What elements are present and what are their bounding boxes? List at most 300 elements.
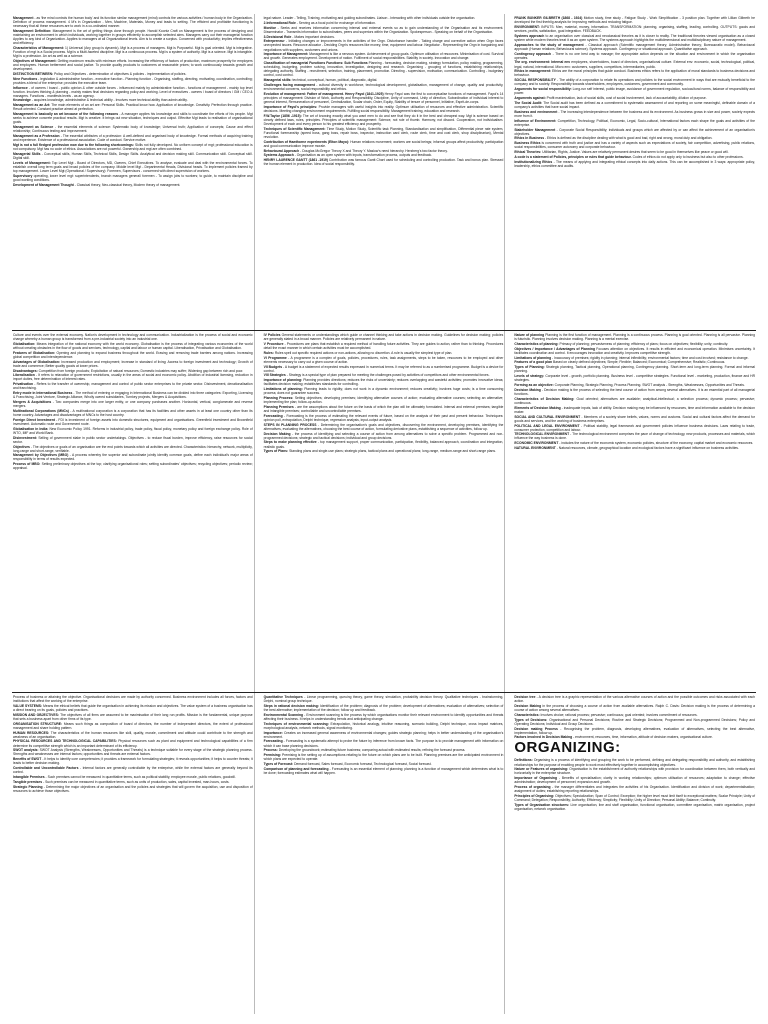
note-text: Contribution was famous Gantt Chart used for scheduling and controlling production. Task and bonus plan. Stressed the human element in production. Idea of social responsibility.	[263, 158, 504, 167]
note-heading: SOCIAL RESPONSIBILITY	[514, 78, 556, 83]
note-heading: Stakeholder Management	[514, 127, 556, 132]
note-text: - Decision making is the process of selecting the best course of action from among several alternatives. It is an essential part of all managerial functions.	[514, 387, 755, 396]
note-heading: Importance:	[263, 730, 283, 735]
note-paragraph	[264, 753, 504, 761]
note-paragraph	[13, 748, 253, 756]
note-heading: Management Definition:	[13, 28, 52, 33]
note-text: - Determining the organisation's goals and objectives, discovering the environment, developing premises, identifying the alternatives, evaluating the alternatives, choosing the best course of action, formulating derivative plans, establishing a sequence of activities, follow up.	[263, 422, 504, 431]
note-heading: Arguments against:	[514, 96, 546, 101]
note-paragraph	[13, 400, 253, 408]
note-heading: HUMAN RESOURCES:	[13, 730, 50, 735]
note-heading: Management by Objectives (MBO)	[13, 453, 69, 458]
note-paragraph	[13, 369, 253, 373]
sheet-row-1	[12, 14, 756, 330]
note-paragraph	[514, 727, 755, 735]
note-heading: STEPS IN PLANNING PROCESS	[263, 422, 317, 427]
note-paragraph	[13, 59, 253, 71]
note-text: - Initiating changes or improvements in the activities of the Orgn. Disturbance handler - Taking charge and corrective action when Orgn faces unexpected issues. Resource allocator - Deciding Orgn's resources like money, time, equipment and labour. Negotiator - Representing the Orgn in bargaining and negotiations with suppliers, customers and unions.	[263, 39, 504, 52]
note-paragraph	[13, 46, 253, 58]
note-heading: Limitations of planning	[514, 355, 552, 360]
note-text: - Natural resources, climate, geographical location and ecological factors have a significant influence on business activities.	[556, 446, 739, 451]
note-text: - of owners / board - public opinion & other outside forces - influenced mainly by administrative function - functions of management - mainly top level function. Involves thinking & planning - mainly makes final decisions regarding policy and working. Level of executives - owners / board of directors / GM / CEO & managers. Functions - manifests levels - as an agency.	[13, 85, 253, 98]
note-heading: Limitations of planning:	[263, 387, 303, 392]
note-paragraph	[264, 105, 504, 113]
note-text: Planning is the first function of management. Planning is a continuous process. Planning is goal oriented. Planning is all pervasive. Planning is futuristic. Planning involves decision making. Planning is a mental exercise.	[514, 333, 755, 342]
note-paragraph	[514, 794, 755, 802]
note-text: - FDI is investment of foreign assets into domestic structures, equipment and organisations. Greenfield investment and Brownfield investment. Automatic route and Government route.	[13, 417, 253, 426]
note-heading: Liberalisation	[13, 373, 35, 378]
sheet-row-2	[12, 330, 756, 692]
note-heading: Entry mode in International Business	[13, 391, 73, 396]
note-heading: Types of Planning:	[514, 365, 545, 370]
note-text: - Classical approach (Scientific management theory; Administrative theory; Bureaucratic model). Behavioural approach (Human relations; Behavioural science). Systems approach. Contingency or situational approach. Quantitative approach.	[514, 42, 756, 51]
note-paragraph	[514, 704, 755, 712]
note-text: - Strategy is a special type of plan prepared for meeting the challenges posed by activities of competitors and other environmental forces.	[286, 373, 490, 378]
note-heading: Advantages of Globalisation:	[13, 359, 60, 364]
note-text: - Members of a society share beliefs, values, norms and customs. Social and cultural factors affect the demand for goods and services, and the working of business enterprises.	[514, 414, 755, 423]
note-text: - the essential elements of science: Systematic body of knowledge; Universal truth; Application of concepts; Cause and effect relationship; Continuous testing and improvement.	[13, 125, 253, 134]
note-paragraph	[514, 141, 755, 149]
note-paragraph	[514, 34, 755, 42]
column	[513, 331, 756, 692]
note-text: Time Study, Motion Study, Scientific task Planning, Standardisation and simplification, Differential piece rate system, Functional foremanship (speed boss, gang boss, repair boss, inspector, instruction card clerk, route clerk, time and cost clerk, shop disciplinarian), Mental revolution.	[263, 126, 504, 139]
note-text: Rules spell out specific required actions or non-actions, allowing no discretion. A rule is usually the simplest type of plan.	[274, 350, 453, 355]
note-heading: FRANK BUNKER GILBRETH (1868 - 1924)	[514, 16, 583, 20]
note-paragraph	[264, 78, 504, 82]
note-text: - It helps to identify core competencies; it provides a framework for formulating strategies; it reveals opportunities; it helps to counter threats; it leads to better decision making.	[13, 757, 253, 766]
note-heading: Factors involved in Decision Making	[514, 735, 573, 740]
note-text: - Douglas McGregor Theory X and Theory Y. Maslow's need hierarchy. Herzberg's two factor theory.	[300, 148, 448, 153]
note-heading: Decision Making	[263, 431, 291, 436]
note-paragraph	[514, 342, 755, 346]
note-text: Premising is the setting up of assumptions relating to the future on which plans are to be built. Planning premises are the anticipated environment in which plans are expected to operate.	[263, 753, 504, 762]
note-text: - Corporate Social Responsibility; individuals and groups which are affected by or can affect the achievement of an organisation's objectives.	[514, 127, 755, 136]
note-text: - A multinational corporation is a corporation that has its facilities and other assets in at least one country other than its home country. Advantages and disadvantages of MNCs to the host country.	[13, 408, 253, 418]
note-heading: Planning Process:	[263, 396, 294, 401]
note-paragraph	[264, 695, 504, 703]
note-heading: Influence	[13, 85, 28, 90]
note-heading: Privatisation	[13, 382, 34, 387]
note-text: Physical resources such as plant and equipment and technological capabilities of a firm determine its competitive strength which is an important determinant of its efficiency.	[13, 739, 253, 748]
note-text: - Makes important decisions.	[292, 34, 335, 39]
note-text: Planning - forecasting, decision making, strategy formulation, policy making, programming, scheduling, budgeting, problem solving, innovation, investigation, designing and research. Organising - grouping of functions, establishing relationships, delegating authority. Staffing - recruitment, selection, training, placement, promotion. Directing - supervision, motivation, communication. Controlling - budgetary control, cost control.	[263, 61, 504, 78]
note-text: - cultural diversity in workforce, technological development, globalisation, management of change, quality and productivity, environmental concerns, social responsibility and ethics.	[263, 83, 504, 92]
note-text: - includes the nature of the economic system, economic policies, structure of the economy, capital market and economic resources.	[559, 441, 754, 446]
note-paragraph	[264, 739, 504, 747]
note-paragraph	[264, 61, 504, 77]
note-text: - Such premises can be measured in quantitative terms, such as units of production, sales, capital invested, man-hours, costs.	[43, 779, 230, 784]
note-heading: The Social Audit:	[514, 100, 543, 105]
note-paragraph	[514, 767, 755, 775]
column	[12, 331, 255, 692]
note-paragraph	[264, 767, 504, 775]
note-text: Organisation is the establishment of authority relationships with provision for coordination between them, both vertically and horizontally in the enterprise structure.	[514, 767, 756, 776]
note-heading: Characteristics of Management:	[13, 45, 64, 50]
note-paragraph	[13, 152, 253, 160]
note-heading: Types of Forecast:	[263, 762, 294, 767]
note-paragraph	[13, 704, 253, 712]
note-paragraph	[514, 406, 755, 414]
note-text: - A process whereby the superior and subordinate jointly identify common goals, define each individual's major areas of responsibility in terms of results expected.	[13, 453, 253, 462]
note-text: - A decision tree is a graphic representation of the various alternative courses of action and the possible outcomes and risks associated with each action.	[514, 695, 755, 704]
note-text: - are the assumptions about the future on the basis of which the plan will be ultimately formulated. Internal and external premises; tangible and intangible premises; controllable and uncontrollable premises.	[263, 404, 504, 413]
note-heading: DISTINCTION BETWEEN:	[13, 71, 54, 76]
note-paragraph	[514, 155, 755, 159]
note-paragraph	[264, 333, 504, 341]
note-paragraph	[13, 72, 253, 76]
note-text: - Determining the major objectives of an organisation and the policies and strategies that will govern the acquisition, use and disposition of resources to achieve those objectives.	[13, 784, 253, 793]
note-heading: Types of Organisation structures:	[514, 802, 570, 807]
note-heading: ORGANISATION STRUCTURE:	[13, 721, 63, 726]
note-heading: Challenges facing management	[263, 83, 315, 88]
note-text: Strategic planning, Tactical planning, Operational planning, Contingency planning. Short-term and long-term planning. Formal and informal planning.	[514, 365, 755, 374]
note-text: Extrapolation, historical analogy, intuitive reasoning, scenario building, Delphi technique, cross impact matrices, morphological analysis, network methods, signal monitoring.	[263, 721, 504, 730]
note-text: - The increasing interdependence between the business and its environment. As business grows in size and power, society expects more from it.	[514, 109, 755, 118]
note-paragraph	[514, 388, 755, 396]
note-paragraph	[13, 134, 253, 142]
note-heading: ENVIRONMENT:	[514, 24, 540, 29]
note-text: - the manager differentiates and integrates the activities of his Organisation. Identification and division of work; departmentalisation; assignment of duties; establishing reporting relationships.	[514, 785, 755, 794]
note-text: Increased production and employment; Increase in standard of living; Access to foreign investment and technology; Growth of trade and commerce; Better quality goods at lower prices.	[13, 359, 253, 368]
note-heading: Management as a Profession	[13, 134, 60, 139]
note-paragraph	[264, 35, 504, 39]
note-heading: Management as an Art:	[13, 103, 51, 108]
note-paragraph	[514, 718, 755, 726]
note-text: Setting preliminary objectives at the top; clarifying organisational roles; setting subordinates' objectives; recycling objectives; periodic review; appraisal.	[13, 462, 253, 471]
note-paragraph	[514, 25, 755, 33]
note-heading: Evolution of management: Father of management. Henry Fayol (1841-1925)	[263, 91, 384, 96]
note-text: - A budget is a statement of expected results expressed in numerical terms. It may be referred to as a numberised programme. Budget is a device for control.	[263, 364, 504, 373]
note-text: - Refers to the transfer of ownership, management and control of public sector enterprises to the private sector. Disinvestment, denationalisation and franchising.	[13, 382, 253, 391]
column	[513, 14, 756, 330]
note-text: Competition, Technology, Political, Economic, Legal, Socio-cultural, International factors each shape the goals and activities of the enterprise.	[514, 118, 755, 127]
note-text: Long-run self interest, public image, avoidance of government regulation, sociocultural norms, balance of responsibility and power.	[514, 87, 756, 96]
note-paragraph	[13, 766, 253, 774]
note-heading: VALUE SYSTEMS:	[13, 703, 43, 708]
note-paragraph	[514, 101, 755, 109]
note-text: Means such things as composition of board of directors, the number of independent directors, the extent of professional management and share holding pattern.	[13, 721, 253, 730]
note-paragraph	[13, 695, 253, 703]
note-text: technical, conceptual, human, political, diagnostic, digital.	[292, 78, 378, 83]
note-paragraph	[13, 391, 253, 399]
note-heading: Institutionalizing Ethics	[514, 159, 553, 164]
note-paragraph	[264, 351, 504, 355]
note-text: The Social audit has been defined as a commitment to systematic assessment of and reporting on some meaningful, definable domain of a company's activities that have social impact.	[514, 100, 755, 109]
note-text: Setting objectives; developing premises; identifying alternative courses of action; evaluating alternative courses; selecting an alternative; implementing the plan; follow-up action.	[263, 396, 504, 405]
note-heading: Elements of Decision Making	[514, 405, 561, 410]
note-paragraph	[13, 360, 253, 368]
note-paragraph	[264, 153, 504, 157]
note-text: Corporate Planning, Strategic Planning, Process Planning. SWOT analysis - Strengths, Weaknesses, Opportunities and Threats.	[554, 383, 745, 388]
note-text: - Inaccuracy of premises; rigidity in planning; internal inflexibility; environmental factors; time and cost involved; resistance to change.	[552, 355, 749, 360]
note-paragraph	[514, 374, 755, 382]
note-heading: Steps in rational decision making:	[263, 703, 319, 708]
note-paragraph	[13, 445, 253, 453]
note-paragraph	[264, 396, 504, 404]
note-heading: Globalisation in India:	[13, 426, 49, 431]
note-heading: VI Programme	[263, 355, 287, 360]
note-paragraph	[264, 92, 504, 104]
note-paragraph	[13, 453, 253, 461]
note-paragraph	[264, 405, 504, 413]
note-text: - Serving as a focal point for exchange of information.	[296, 20, 376, 25]
column	[12, 693, 255, 1014]
note-paragraph	[514, 43, 755, 51]
note-heading: ECONOMIC ENVIRONMENT	[514, 441, 559, 446]
note-heading: Quantitative Techniques	[263, 695, 303, 699]
note-heading: Influence of Environment:	[514, 118, 557, 123]
note-heading: 2.Informational Role	[263, 20, 296, 25]
note-heading: Development of Management Thought	[13, 182, 74, 187]
note-paragraph	[514, 96, 755, 100]
note-paragraph	[514, 415, 755, 423]
note-text: Competition from foreign products; Exploitation of natural resources; Domestic industries may suffer; Widening gap between rich and poor.	[38, 368, 244, 373]
note-text: The characteristics of the human resources like skill, quality, morale, commitment and attitude could contribute to the strength and weakness of an organisation.	[13, 730, 253, 739]
note-heading: Business and environment	[514, 109, 558, 114]
note-text: - acquires knowledge, administrative & technical ability - Involves more technical ability than admin ability.	[31, 98, 188, 103]
note-paragraph	[13, 103, 253, 111]
note-heading: Mgt is not a full fledged profession now due to the following shortcomings:	[13, 142, 134, 147]
note-paragraph	[13, 373, 253, 381]
note-heading: Classification of managerial Functions Functions: Sub Functions	[263, 61, 368, 66]
note-text: Means integration of the national economy with the world economy. Globalisation is the process of integrating various economies of the world without creating obstacles in the flow of goods and services, technology, capital and labour or human capital. Liberalisation, Privatisation and Globalisation.	[13, 341, 253, 350]
note-heading: Managerial skills:	[263, 78, 292, 83]
note-paragraph	[264, 387, 504, 395]
note-text: Policy and Objectives - determination of objectives & policies - implementation of policies.	[54, 71, 187, 76]
note-text: Involves choice; rational process; pervasive; continuous; goal oriented; involves commitment of resources.	[540, 712, 698, 717]
note-text: - A manager applies his knowledge and skills to coordinate the efforts of his people. Mgt seeks to achieve concrete practical results. Mgt is creative. It brings out new situation, techniques and output. Effective Mgt leads to realisation of organisational goals.	[13, 112, 253, 125]
note-text: - Forecasting is an essential element of planning; planning is a function of management which determines what is to be done; forecasting estimates what will happen.	[263, 766, 504, 775]
note-text: Organising is a process of identifying and grouping the work to be performed, defining and delegating responsibility and authority, and establishing relationships for the purpose of enabling people to work most effectively together in accomplishing objectives.	[514, 758, 755, 767]
note-heading: VII Budgets	[263, 364, 283, 369]
note-heading: Levels of Management:	[13, 160, 51, 165]
note-heading: Ethical Theories:	[514, 150, 542, 155]
note-heading: Characteristics of planning:	[514, 341, 559, 346]
note-paragraph	[264, 39, 504, 51]
note-heading: SWOT analysis:	[13, 748, 39, 753]
note-heading: Forecasting	[263, 739, 283, 744]
note-paragraph	[514, 87, 755, 95]
note-heading: Decision tree	[514, 695, 536, 699]
note-text: - the process of identifying and selecting a course of action from among alternatives to solve a specific problem. Programmed and non-programmed decisions; strategic and tactical decisions; individual and group decisions.	[263, 431, 504, 440]
note-text: The main elements of an art are: Personal Skills. Practical know how. Application of knowledge. Creativity. Perfection through practice. Result oriented. Constant practice aimed at perfection.	[13, 103, 253, 112]
note-text: Identification of the problem; diagnosis of the problem; development of alternatives; evaluation of alternatives; selection of the best alternative; implementation of the decision; follow up and feedback.	[263, 703, 504, 712]
note-paragraph	[13, 418, 253, 426]
column	[12, 14, 255, 330]
note-heading: Nature or Features of organising:	[514, 767, 569, 772]
note-paragraph	[264, 432, 504, 440]
note-heading: SOCIAL AND CULTURAL ENVIRONMENT	[514, 414, 581, 419]
note-heading: Steps to make planning effective	[263, 440, 317, 445]
note-paragraph	[514, 446, 755, 450]
note-heading: Intangible Premises	[13, 775, 45, 780]
note-text: - Forecasting is a systematic attempt to probe the future by inference from known facts. The purpose is to provide management with information on which it can base planning decisions.	[263, 739, 504, 748]
note-heading: Mergers & Acquisitions	[13, 400, 52, 405]
note-paragraph	[13, 351, 253, 359]
note-paragraph	[514, 119, 755, 127]
note-text: - Two companies merge into one larger entity, or one company purchases another. Horizontal, vertical, conglomerate and reverse mergers.	[13, 400, 253, 409]
note-paragraph	[13, 16, 253, 28]
note-heading: Managerial Skills	[13, 151, 41, 156]
note-heading: Types of Decisions:	[514, 717, 548, 722]
note-text: Provide managers with useful insights into reality. Optimum utilisation of resources and effective administration. Scientific decisions. Meeting changing environment requirements. Fulfilling social responsibility. Management training, education and research.	[263, 104, 504, 113]
note-paragraph	[13, 731, 253, 739]
note-heading: Behavioural Approach	[263, 148, 300, 153]
note-text: employees, shareholders, board of directors, organisational culture. External env: economic, social, technological, political, legal, natural, international. Micro env: customers, suppliers, competitors, intermediaries, public.	[514, 60, 755, 69]
note-heading: Decision Making	[514, 387, 541, 392]
note-paragraph	[514, 713, 755, 717]
note-paragraph	[264, 378, 504, 386]
note-heading: Management as Science	[13, 125, 54, 130]
note-text: - The essential attributes of a profession: A well-defined and organised body of knowledge. Formal methods of acquiring training and experience. Existence of a professional association. Code of conduct. Service motive.	[13, 134, 253, 143]
note-text: Line organisation, line and staff organisation, functional organisation, committee organisation, matrix organisation, project organisation, network organisation.	[514, 802, 756, 811]
note-text: - It refers to relaxation of government restrictions, usually in the areas of social and economic policy. Abolition of industrial licensing, reduction in import duties, free determination of interest rates.	[13, 373, 253, 382]
note-text: Organisational and Personal Decisions; Routine and Strategic Decisions; Programmed and Non-programmed Decisions; Policy and Operating Decisions; Individual and Group Decisions.	[514, 717, 756, 726]
note-paragraph	[514, 776, 755, 784]
note-heading: V Procedure	[263, 341, 284, 346]
note-paragraph	[13, 112, 253, 124]
note-heading: Ethics in management:	[514, 69, 552, 74]
note-text: General statements or understandings which guide or channel thinking and take actions in decision making. Guidelines for decision making; policies are generally stated in a broad manner. Policies are relatively permanent in nature.	[263, 333, 504, 342]
note-paragraph	[514, 360, 755, 364]
note-heading: Importance of Organising	[514, 776, 557, 781]
note-paragraph	[264, 149, 504, 153]
note-heading: Disadvantages:	[13, 368, 38, 373]
note-paragraph	[264, 423, 504, 431]
note-paragraph	[13, 775, 253, 779]
note-paragraph	[264, 83, 504, 91]
note-paragraph	[514, 333, 755, 341]
note-paragraph	[514, 383, 755, 387]
note-heading: Characteristics:	[514, 712, 540, 717]
note-text: Selling of government stake in public sector undertakings. Objectives - to reduce fiscal burden, improve efficiency, raise resources for social sector.	[13, 435, 253, 444]
note-heading: Systems approach	[514, 33, 545, 38]
note-paragraph	[264, 414, 504, 422]
note-text: Utilitarian, Rights, Justice. Values are relatively permanent desires that seem to be good in themselves like peace or good will.	[542, 150, 729, 155]
note-paragraph	[514, 78, 755, 86]
note-text: - Such premises cannot be measured in quantitative terms, such as political stability, employee morale, public relations, goodwill.	[45, 775, 236, 780]
note-paragraph	[514, 16, 755, 24]
note-heading: The org. environment: Internal env	[514, 60, 571, 65]
note-text: Means the ethical beliefs that guide the organisation in achieving its mission and objectives. The value system of a business organisation has a direct bearing on its goals, policies and practices.	[13, 703, 253, 712]
note-text: in the process of choosing a course of action from available alternatives. Ralph C. Davis: Decision making is the process of determining a course of action among several alternatives.	[514, 703, 755, 712]
note-text: Planning leads to rigidity; does not work in a dynamic environment; reduces creativity; involves huge costs; is a time consuming process; does not guarantee success.	[263, 387, 504, 396]
note-text: - Procedures are plans that establish a required method of handling future activities. They are guides to action, rather than to thinking. Procedures detail the exact manner in which certain activities must be accomplished.	[263, 341, 504, 350]
note-text: Getting maximum results with minimum efforts. Increasing the efficiency of factors of production, maximum prosperity for employers and employees. Human betterment and social justice. To provide quality products to customers at reasonable prices; to work continuously towards growth and development.	[13, 58, 253, 71]
note-heading: A code is a statement of Policies, principles or rules that guide behaviour.	[514, 155, 632, 159]
note-paragraph	[514, 356, 755, 360]
note-text: - Classical theory, Neo-classical theory, Modern theory of management.	[74, 182, 181, 187]
note-heading: Techniques of Scientific Management:	[263, 126, 326, 131]
note-text: Profit maximisation, lack of social skills, cost of social involvement, lack of accountability, dilution of purpose.	[546, 96, 707, 101]
note-paragraph	[514, 110, 755, 118]
note-paragraph	[514, 150, 755, 154]
note-heading: Definitions:	[514, 758, 533, 763]
column	[263, 331, 506, 692]
note-paragraph	[264, 762, 504, 766]
note-paragraph	[264, 140, 504, 148]
note-paragraph	[13, 342, 253, 350]
note-heading: TECHNOLOGICAL ENVIRONMENT	[514, 432, 570, 437]
note-text: - legislation & administrative function - executive function - Planning function - Organising, staffing, directing, motivating, coordination, controlling; provides a blend of the enterprise; provides the executive team.	[13, 76, 253, 85]
note-heading: Levels of strategy:	[514, 374, 545, 379]
note-text: Motion study, time study - Fatigue Study - Work Simplification - 3 position plan. Together with Lillian Gilbreth he developed the first therblig analysis for improving methods and reducing fatigue.	[514, 16, 756, 25]
note-text: Opening and planning to expand business throughout the world. Erasing and removing trade barriers among nations. Increasing global competition and interdependence.	[13, 350, 253, 359]
note-paragraph	[264, 440, 504, 448]
note-heading: NATURAL ENVIRONMENT	[514, 446, 556, 451]
note-heading: Decision making Process	[514, 726, 558, 731]
note-paragraph	[13, 713, 253, 721]
note-text: Planning provides directions; reduces the risks of uncertainty; reduces overlapping and wasteful activities; promotes innovative ideas; facilitates decision making; establishes standards for controlling.	[263, 378, 504, 387]
note-text: INPUTS: Men, material, money, information. TRANSFORMATION: planning, organising, staffing, leading, controlling. OUTPUTS: goods and services, profits, satisfaction, goal integration. FEEDBACK.	[514, 24, 755, 33]
note-text: legal nature. Leader - Telling, Training, motivating and guiding subordinates. Liaison - Interacting with other individuals outside the organisation.	[263, 16, 476, 20]
note-text: - Linear programming, queuing theory, game theory, simulation, probability decision theory. Qualitative techniques - brainstorming, Delphi, nominal group technique.	[263, 695, 504, 704]
note-heading: Business Ethics	[514, 141, 541, 146]
note-text: Management is like a nervous system. Achievement of group goals. Optimum utilisation of resources. Minimisation of cost. Survival and growth. Generates employment. Development of nation. Fulfilment of social responsibilities. Stability in society. Innovation and change.	[263, 52, 504, 61]
note-paragraph	[13, 183, 253, 187]
note-paragraph	[13, 436, 253, 444]
note-text: Process of business or attaining the objective. Organisational decisions are made by authority concerned. Business environment includes all forces, factors and institutions that affect the working of the enterprise.	[13, 695, 253, 704]
note-text: Ethics are the moral principles that guide conduct. Business ethics refers to the application of moral standards to business decisions and behaviour.	[514, 69, 755, 78]
note-heading: Contribution of Hawthorne experiments (Elton Mayo):	[263, 139, 350, 144]
note-paragraph	[514, 441, 755, 445]
note-text: Objectives; Specialization; Span of Control; Exception; the higher level must limit itself to exceptional matters; Scalar Principle; Unity of Command; Delegation; Responsibility; Authority; Efficiency; Simplicity; Flexibility; Unity of Direction; Personal Ability; Balance; Continuity.	[514, 794, 756, 803]
note-paragraph	[264, 449, 504, 453]
note-text: Primacy of planning; pervasiveness of planning; efficiency of plans; focus on objectives; flexibility; unity; continuity.	[559, 341, 729, 346]
note-text: Human relations movement; workers are social beings; informal groups affect productivity; participation and good communication improve morale.	[263, 139, 504, 148]
note-heading: POLITICAL AND LEGAL ENVIRONMENT	[514, 423, 580, 428]
note-heading: Features of Globalisation:	[13, 350, 56, 355]
note-heading: Process of organising	[514, 785, 551, 790]
note-paragraph	[13, 757, 253, 765]
note-text: Goal oriented; alternatives are available; analytical-intellectual; a selection process; dynamic process; pervasive; continuous.	[514, 396, 755, 405]
note-heading: Types of Plans:	[263, 449, 289, 454]
note-paragraph	[13, 143, 253, 151]
note-text: Skills not fully developed. No uniform concept of mgt; professional education is not compulsory. Mgt has no code of ethics. Associations are not powerful. Ownership and mgt are often combined.	[13, 142, 253, 151]
note-heading: Rules:	[263, 350, 274, 355]
note-paragraph	[13, 333, 253, 341]
note-text: is concerned with truth and justice and has a variety of aspects such as expectations of society, fair competition, advertising, public relations, social responsibilities, consumer autonomy and corporate behaviour.	[514, 141, 755, 150]
note-heading: Ethics in Business	[514, 136, 545, 141]
note-heading: Comparison of planning and forecasting	[263, 766, 329, 771]
note-text: 1) Universal (Any group is dynamic). Mgt is a process of managers. Mgt is Purposeful. Mgt is goal oriented. Mgt is integrative. Function of mgt is a Social process. Mgt is a Multi-faceted discipline. Mgt is a continuous process. Mgt is a system of authority. Mgt is a science. Mgt is intangible. Mgt is a profession. An art as well as a science.	[13, 45, 253, 59]
note-heading: Objectives / Importance / Advantages of Planning	[514, 346, 595, 351]
note-heading: Management is basically an art because of the following reasons	[13, 112, 119, 117]
note-text: - A programme is a complex of goals, policies, procedures, rules, task assignments, steps to be taken, resources to be employed and other elements necessary to carry out a given course of action.	[263, 355, 504, 364]
note-heading: Arguments for social responsibility:	[514, 87, 572, 92]
column	[513, 693, 756, 1014]
note-heading: Objectives of Management:	[13, 58, 57, 63]
note-paragraph	[264, 16, 504, 20]
note-text: - The technological environment comprises the pace of change of technology, new products, processes and materials, which influence the way business is done.	[514, 432, 755, 441]
note-paragraph	[13, 29, 253, 45]
note-paragraph	[264, 731, 504, 739]
note-text: operating, lower level mgt: superintendents, branch managers general/ foremen - To assign jobs to workers; to guide, to maintain discipline and good working conditions.	[13, 173, 253, 182]
note-paragraph	[264, 127, 504, 139]
note-paragraph	[264, 722, 504, 730]
note-paragraph	[514, 136, 755, 140]
note-text: - There is no one best way to manage; the appropriate action depends on the situation and environment in which the organisation operates.	[514, 51, 755, 60]
note-text: - Forecasting is the process of estimating the relevant events of future, based on the analysis of their past and present behaviour. Techniques: opinion poll, extrapolation, Delphi technique, regression analysis, input-output analysis.	[263, 413, 504, 422]
note-heading: Systems Approach	[263, 153, 294, 158]
note-text: Corporate level - growth, portfolio planning. Business level - competitive strategies. Functional level - marketing, production, finance and HR strategies.	[514, 374, 756, 383]
note-paragraph	[514, 695, 755, 703]
note-paragraph	[514, 758, 755, 766]
note-text: - Environment scanning is the process by which organisations monitor their relevant environment to identify opportunities and threats affecting their business. It helps in understanding trends and anticipating change.	[263, 712, 504, 721]
column	[263, 693, 506, 1014]
note-heading: Disinvestment:	[13, 435, 37, 440]
note-text: - Organisation as an open system with inputs, transformation process, outputs and feedback.	[294, 153, 433, 158]
